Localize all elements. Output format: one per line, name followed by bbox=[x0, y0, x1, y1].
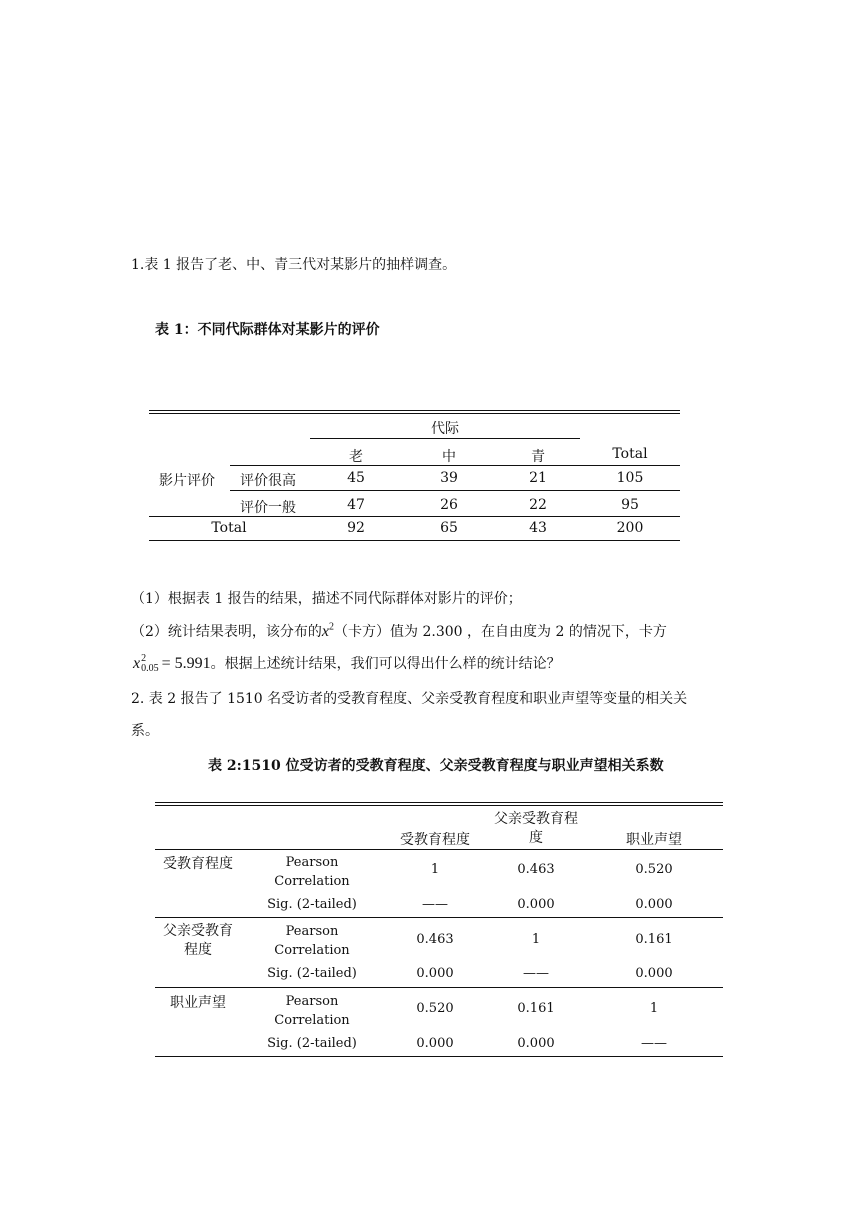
q1-sub2-text-b: （卡方）值为 2.300 ，在自由度为 2 的情况下，卡方 bbox=[334, 624, 667, 640]
table2-cell: 0.161 bbox=[517, 1001, 555, 1016]
table1-cell: 21 bbox=[529, 470, 547, 486]
table1-caption: 表 1：不同代际群体对某影片的评价 bbox=[155, 322, 380, 338]
table2-stat-pearson: Pearson Correlation bbox=[274, 994, 350, 1028]
table2-cell: 1 bbox=[430, 862, 440, 877]
table1-col-total: Total bbox=[612, 446, 648, 462]
table1-row1-label: 评价很高 bbox=[240, 473, 296, 489]
table2-top-rule-2 bbox=[155, 805, 723, 806]
table2-bottom-rule bbox=[155, 1056, 723, 1057]
q1-sub2-line1 bbox=[131, 621, 667, 641]
table2-cell: —— bbox=[523, 966, 549, 981]
table2-cell: 0.463 bbox=[517, 862, 555, 877]
table2-top-rule-1 bbox=[155, 802, 723, 803]
table1-row-group: 影片评价 bbox=[159, 473, 215, 489]
table2-col-father-education: 父亲受教育程 度 bbox=[494, 811, 578, 846]
table1-cell: 105 bbox=[616, 470, 644, 486]
table2-row-label: 父亲受教育 程度 bbox=[163, 923, 233, 958]
table2-stat-sig: Sig. (2-tailed) bbox=[267, 1036, 357, 1051]
table2-cell: 1 bbox=[531, 932, 541, 947]
table1-col-young: 青 bbox=[531, 449, 545, 465]
table1-cell: 22 bbox=[529, 497, 547, 513]
table1-top-rule-1 bbox=[149, 410, 680, 411]
table1-total-rule bbox=[149, 516, 680, 517]
table2-col-prestige: 职业声望 bbox=[626, 832, 682, 848]
q2-intro-line2: 系。 bbox=[131, 723, 159, 739]
q1-intro: 1.表 1 报告了老、中、青三代对某影片的抽样调查。 bbox=[131, 257, 457, 273]
table1-group-header: 代际 bbox=[431, 421, 459, 437]
table1-cell: 39 bbox=[440, 470, 458, 486]
table2-header-rule bbox=[155, 849, 723, 850]
table1-cell: 95 bbox=[621, 497, 639, 513]
table2-cell: 0.000 bbox=[416, 966, 454, 981]
table1-cell: 200 bbox=[616, 520, 644, 536]
table2-stat-sig: Sig. (2-tailed) bbox=[267, 897, 357, 912]
table2-cell: 0.161 bbox=[635, 932, 673, 947]
table1-col-mid: 中 bbox=[442, 449, 456, 465]
table2-cell: —— bbox=[422, 897, 448, 912]
table2-row-label: 受教育程度 bbox=[163, 856, 233, 872]
q1-sub1: （1）根据表 1 报告的结果，描述不同代际群体对影片的评价； bbox=[131, 591, 522, 607]
table2-cell: 0.000 bbox=[635, 966, 673, 981]
table2-group-rule bbox=[155, 987, 723, 988]
table2-cell: 0.520 bbox=[635, 862, 673, 877]
table2-group-rule bbox=[155, 917, 723, 918]
q1-sub2-text-c: 。根据上述统计结果，我们可以得出什么样的统计结论？ bbox=[210, 656, 561, 672]
table1-row-rule bbox=[230, 490, 680, 491]
table2-cell: 0.000 bbox=[635, 897, 673, 912]
q1-sub2-text-a: （2）统计结果表明，该分布的 bbox=[131, 624, 322, 640]
table1-col-old: 老 bbox=[349, 449, 363, 465]
table1-cell: 47 bbox=[347, 497, 365, 513]
chi-square-symbol: $x^2$ bbox=[321, 621, 335, 640]
table2-stat-sig: Sig. (2-tailed) bbox=[267, 966, 357, 981]
table2-stat-pearson: Pearson Correlation bbox=[274, 855, 350, 889]
table1-cell: 43 bbox=[529, 520, 547, 536]
table2-cell: 1 bbox=[649, 1001, 659, 1016]
table1-bottom-rule bbox=[149, 540, 680, 541]
table2-row-label: 职业声望 bbox=[170, 995, 226, 1011]
critical-value-formula: x 2 0.05 = 5.991 bbox=[133, 653, 211, 675]
table1-header-rule bbox=[230, 465, 680, 466]
table2-cell: 0.000 bbox=[416, 1036, 454, 1051]
table1-top-rule-2 bbox=[149, 413, 680, 414]
q2-intro-line1: 2. 表 2 报告了 1510 名受访者的受教育程度、父亲受教育程度和职业声望等变量的相关关 bbox=[131, 691, 688, 707]
table1-cell: 92 bbox=[347, 520, 365, 536]
table2-cell: 0.463 bbox=[416, 932, 454, 947]
table1-cell: 26 bbox=[440, 497, 458, 513]
table1-group-underline bbox=[310, 438, 580, 439]
table2-cell: 0.000 bbox=[517, 1036, 555, 1051]
table1-cell: 65 bbox=[440, 520, 458, 536]
table1-row2-label: 评价一般 bbox=[240, 500, 296, 516]
q1-sub2-line2 bbox=[133, 653, 561, 674]
table2-caption: 表 2:1510 位受访者的受教育程度、父亲受教育程度与职业声望相关系数 bbox=[208, 758, 664, 774]
table1-total-label: Total bbox=[211, 520, 247, 536]
table2-cell: —— bbox=[641, 1036, 667, 1051]
table2-stat-pearson: Pearson Correlation bbox=[274, 924, 350, 958]
table2-cell: 0.520 bbox=[416, 1001, 454, 1016]
table2-cell: 0.000 bbox=[517, 897, 555, 912]
table1-cell: 45 bbox=[347, 470, 365, 486]
table2-col-education: 受教育程度 bbox=[400, 832, 470, 848]
